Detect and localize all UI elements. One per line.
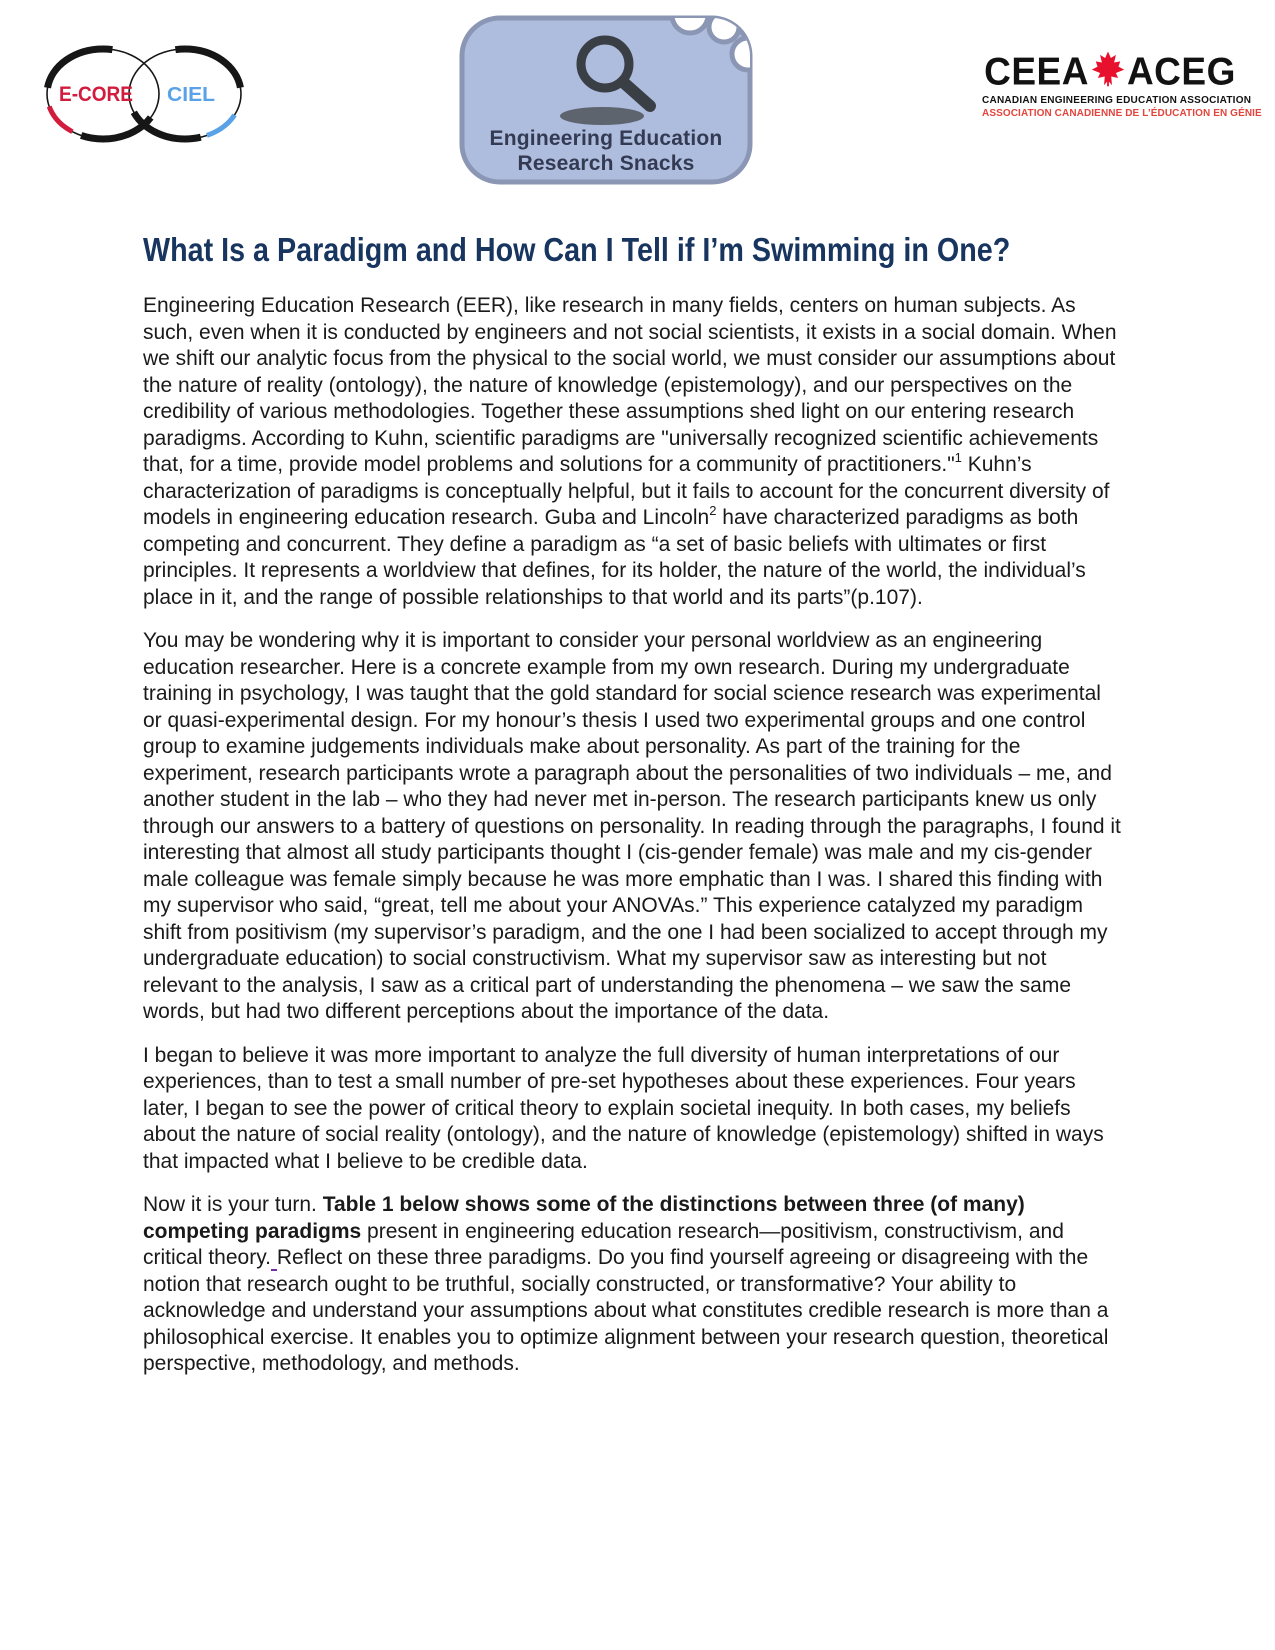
text-run: present in engineering education research—positivism, constructivism, and critical theory. bbox=[143, 1219, 1064, 1269]
snacks-badge-line1: Engineering Education bbox=[489, 127, 723, 150]
page-title: What Is a Paradigm and How Can I Tell if I’m Swimming in One? bbox=[143, 231, 1011, 268]
ceea-tagline-fr: ASSOCIATION CANADIENNE DE L’ÉDUCATION EN GÉNIE bbox=[982, 108, 1262, 119]
ceea-tagline-en: CANADIAN ENGINEERING EDUCATION ASSOCIATION bbox=[982, 95, 1252, 106]
text-run: Table 1 below shows some of the distinctions between three (of many) competing paradigms bbox=[143, 1193, 1025, 1243]
text-run: Now it is your turn. bbox=[143, 1193, 323, 1216]
text-run: have characterized paradigms as both competing and concurrent. They define a paradigm as “a set of basic beliefs with ultimates or first principles. It represents a worldview that defines, for its holder, the nature of the world, the individual’s place in it, and the range of possible relationships to that world and its parts”(p.107). bbox=[143, 506, 1086, 609]
ceea-acronym-right: ACEG bbox=[1126, 50, 1236, 94]
text-run: Engineering Education Research (EER), like research in many fields, centers on human subjects. As such, even when it is conducted by engineers and not social scientists, it exists in a social domain. When we shift our analytic focus from the physical to the social world, we must consider our assumptions about the nature of reality (ontology), the nature of knowledge (epistemology), and our perspectives on the credibility of various methodologies. Together these assumptions shed light on our entering research paradigms. According to Kuhn, scientific paradigms are "universally recognized scientific achievements that, for a time, provide model problems and solutions for a community of practitioners." bbox=[143, 294, 1117, 476]
text-run: Kuhn’s characterization of paradigms is conceptually helpful, but it fails to account for the concurrent diversity of models in engineering education research. Guba and Lincoln bbox=[143, 453, 1110, 529]
snacks-badge bbox=[458, 10, 754, 190]
text-run: Reflect on these three paradigms. Do you find yourself agreeing or disagreeing with the notion that research ought to be truthful, socially constructed, or transformative? Your ability to acknowledge and understand your assumptions about what constitutes credible research is more than a philosophical exercise. It enables you to optimize alignment between your research question, theoretical perspective, methodology, and methods. bbox=[143, 1246, 1109, 1375]
article bbox=[143, 205, 1125, 1395]
maple-leaf-icon bbox=[1090, 50, 1126, 88]
ceea-acronym bbox=[982, 50, 1238, 94]
text-run: You may be wondering why it is important to consider your personal worldview as an engineering education researcher. Here is a concrete example from my own research. During my undergraduate training in psychology, I was taught that the gold standard for social science research was experimental or quasi-experimental design. For my honour’s thesis I used two experimental groups and one control group to examine judgements individuals make about personality. As part of the training for the experiment, research participants wrote a paragraph about the personalities of two individuals – me, and another student in the lab – who they had never met in-person. The research participants knew us only through our answers to a battery of questions on personality. In reading through the paragraphs, I found it interesting that almost all study participants thought I (cis-gender female) was male and my cis-gender male colleague was female simply because he was more emphatic than I was. I shared this finding with my supervisor who said, “great, tell me about your ANOVAs.” This experience catalyzed my paradigm shift from positivism (my supervisor’s paradigm, and the one I had been socialized to accept through my undergraduate education) to social constructivism. What my supervisor saw as interesting but not relevant to the analysis, I saw as a critical part of understanding the phenomena – we saw the same words, but had two different perceptions about the importance of the data. bbox=[143, 629, 1121, 1023]
footnote-ref: 1 bbox=[954, 450, 962, 465]
text-run: I began to believe it was more important to analyze the full diversity of human interpretations of our experiences, than to test a small number of pre-set hypotheses about these experiences. Four years later, I began to see the power of critical theory to explain societal inequity. In both cases, my beliefs about the nature of social reality (ontology), and the nature of knowledge (epistemology) shifted in ways that impacted what I believe to be credible data. bbox=[143, 1043, 1104, 1173]
paragraph bbox=[143, 293, 1125, 611]
ecore-label: E-CORE bbox=[59, 83, 133, 106]
snacks-badge-line2: Research Snacks bbox=[517, 152, 695, 175]
snacks-badge-label bbox=[458, 126, 754, 176]
paragraph bbox=[143, 628, 1125, 1026]
ceea-acronym-left: CEEA bbox=[984, 50, 1089, 94]
paragraph bbox=[143, 1192, 1125, 1378]
ceea-logo bbox=[982, 50, 1262, 119]
footnote-ref: 2 bbox=[709, 503, 717, 518]
paragraph bbox=[143, 1043, 1125, 1176]
header bbox=[0, 0, 1275, 205]
article-body bbox=[143, 293, 1125, 1378]
ecore-ciel-logo bbox=[40, 42, 248, 146]
ciel-label: CIEL bbox=[167, 84, 215, 106]
